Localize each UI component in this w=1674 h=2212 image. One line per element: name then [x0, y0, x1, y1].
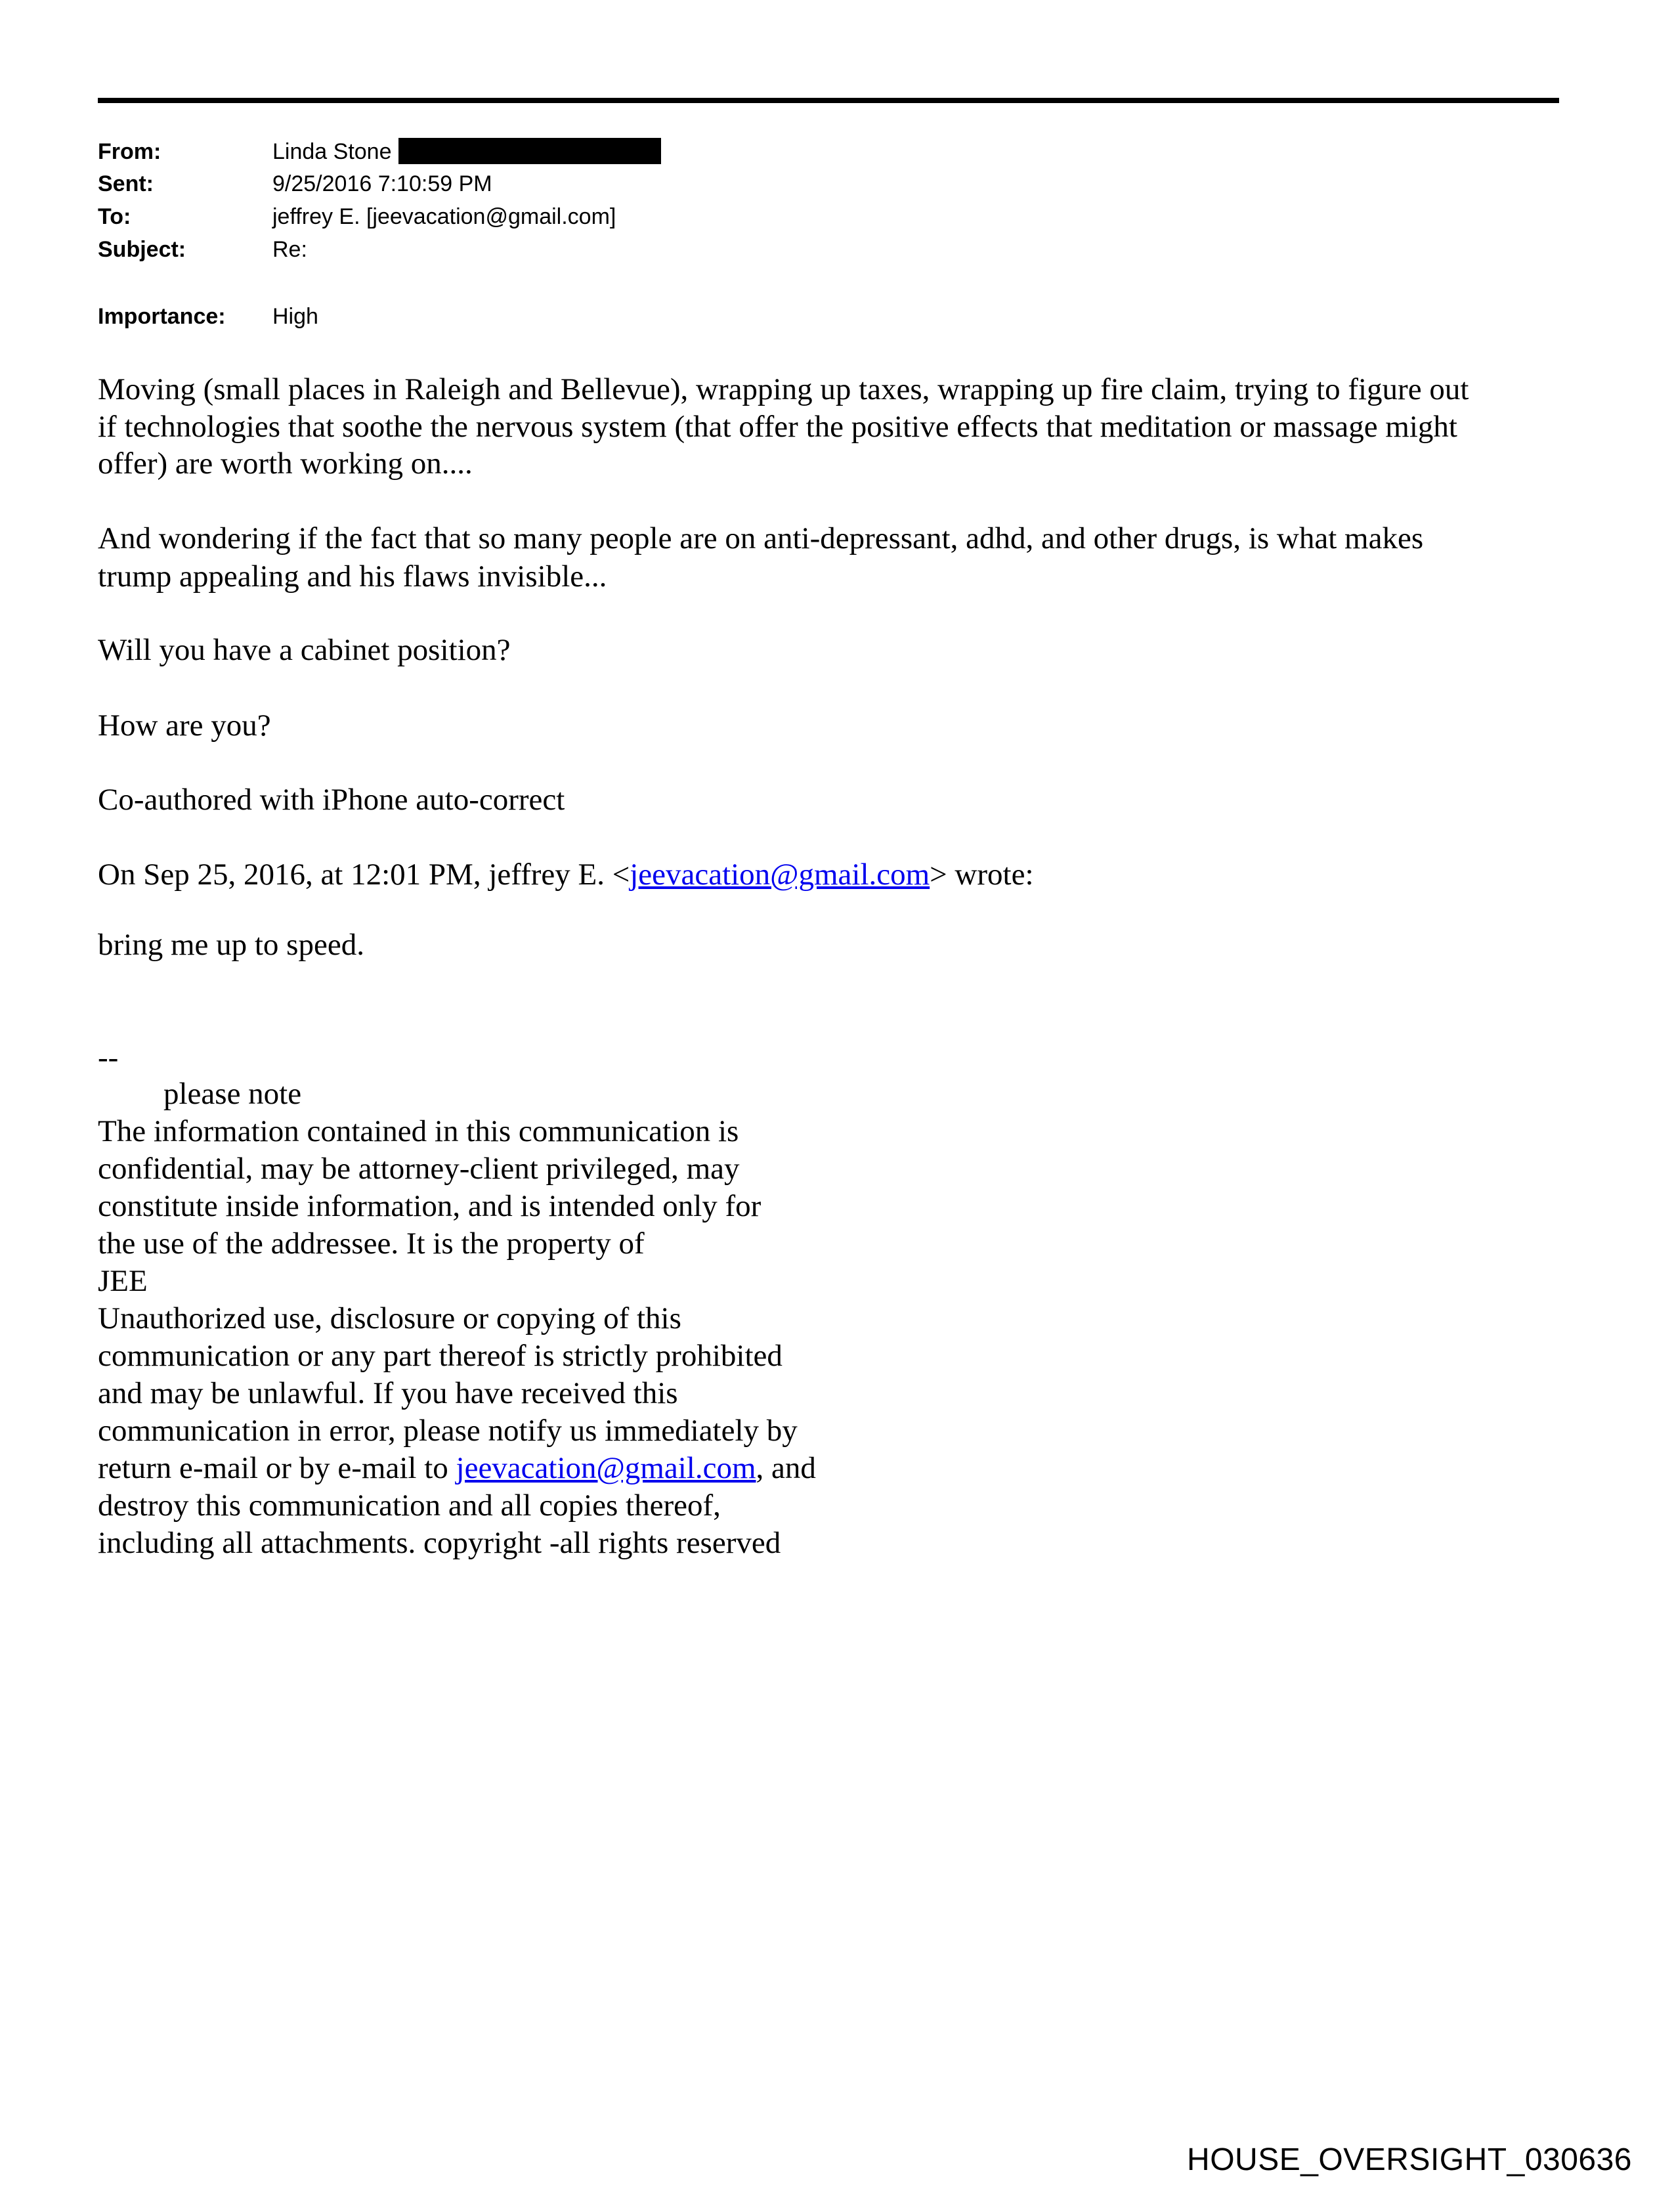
- quote-prefix: On Sep 25, 2016, at 12:01 PM, jeffrey E. <: [98, 857, 630, 892]
- disclaimer-line: communication in error, please notify us immediately by: [98, 1414, 798, 1448]
- to-label: To:: [98, 204, 131, 229]
- to-value: jeffrey E. [jeevacation@gmail.com]: [272, 204, 616, 229]
- subject-row: [98, 236, 307, 263]
- header-rule: [98, 98, 1559, 103]
- to-row: [98, 204, 616, 230]
- disclaimer-line: including all attachments. copyright -all rights reserved: [98, 1526, 781, 1560]
- sent-row: [98, 171, 492, 197]
- body-line: offer) are worth working on....: [98, 446, 473, 481]
- body-line: trump appealing and his flaws invisible...: [98, 559, 607, 594]
- from-row: [98, 138, 661, 165]
- body-line: if technologies that soothe the nervous system (that offer the positive effects that meditation or massage might: [98, 410, 1457, 444]
- disclaimer-line: The information contained in this communication is: [98, 1114, 739, 1148]
- email-line-prefix: return e-mail or by e-mail to: [98, 1451, 456, 1485]
- importance-label: Importance:: [98, 304, 226, 329]
- disclaimer-line: and may be unlawful. If you have received this: [98, 1376, 678, 1410]
- disclaimer-line: communication or any part thereof is strictly prohibited: [98, 1339, 783, 1373]
- importance-value: High: [272, 304, 318, 329]
- body-line: Moving (small places in Raleigh and Bellevue), wrapping up taxes, wrapping up fire claim, trying to figure out: [98, 372, 1469, 406]
- signature-dash: --: [98, 1041, 119, 1075]
- subject-value: Re:: [272, 237, 307, 262]
- body-line: Will you have a cabinet position?: [98, 633, 511, 667]
- quote-suffix: > wrote:: [930, 857, 1034, 892]
- sent-label: Sent:: [98, 171, 154, 196]
- disclaimer-line: the use of the addressee. It is the property of: [98, 1226, 645, 1261]
- from-label: From:: [98, 139, 161, 164]
- body-line: And wondering if the fact that so many people are on anti-depressant, adhd, and other drugs, is what makes: [98, 521, 1424, 555]
- quote-header: [98, 856, 1034, 893]
- quote-email-link[interactable]: jeevacation@gmail.com: [630, 857, 930, 892]
- body-line: How are you?: [98, 708, 271, 743]
- disclaimer-line: confidential, may be attorney-client privileged, may: [98, 1152, 740, 1186]
- subject-label: Subject:: [98, 237, 186, 262]
- disclaimer-email-link[interactable]: jeevacation@gmail.com: [456, 1451, 756, 1485]
- redaction-box: [398, 138, 661, 164]
- disclaimer-line: JEE: [98, 1264, 148, 1298]
- disclaimer-line: constitute inside information, and is intended only for: [98, 1189, 762, 1223]
- disclaimer-line: Unauthorized use, disclosure or copying of this: [98, 1301, 681, 1335]
- quoted-text: bring me up to speed.: [98, 928, 364, 962]
- body-line: Co-authored with iPhone auto-correct: [98, 783, 565, 817]
- sent-value: 9/25/2016 7:10:59 PM: [272, 171, 492, 196]
- importance-row: [98, 303, 318, 330]
- signature-note: please note: [163, 1077, 302, 1111]
- email-line-suffix: , and: [756, 1451, 816, 1485]
- disclaimer-email-line: [98, 1450, 816, 1486]
- from-value: Linda Stone: [272, 139, 392, 164]
- disclaimer-line: destroy this communication and all copies thereof,: [98, 1488, 721, 1523]
- bates-number: HOUSE_OVERSIGHT_030636: [1187, 2142, 1632, 2177]
